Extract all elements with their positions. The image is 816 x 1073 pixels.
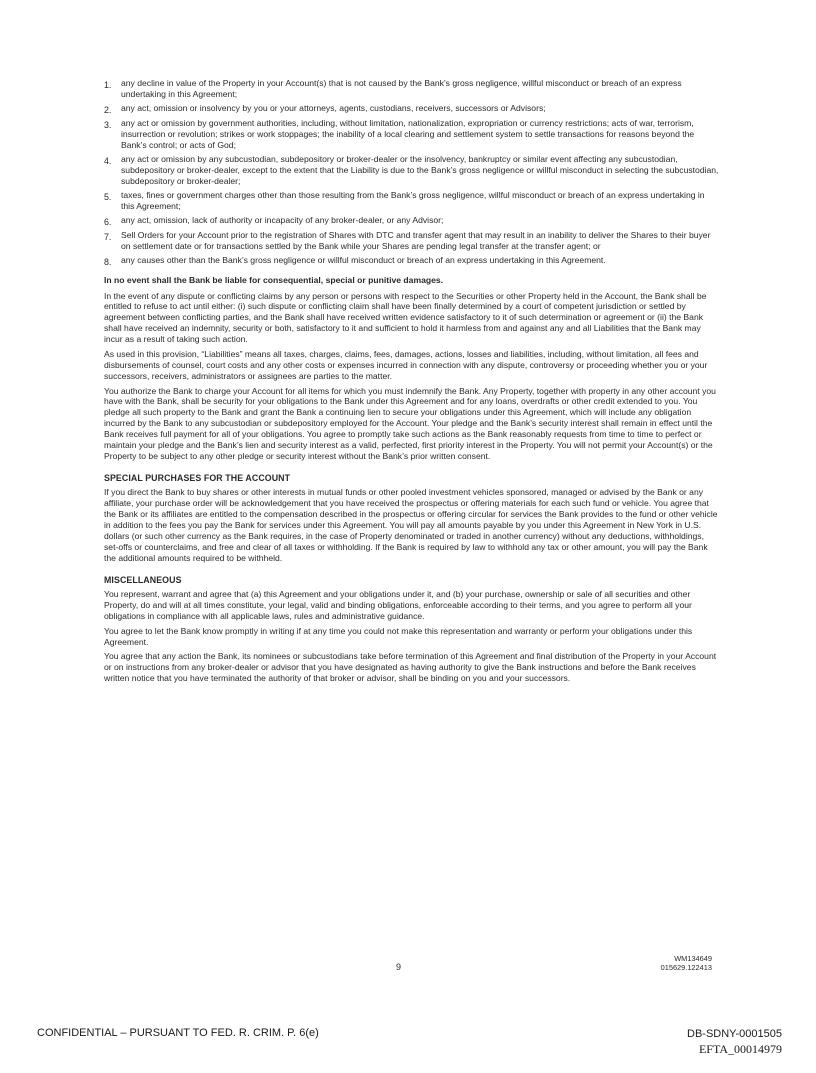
list-item-number: 1. (104, 80, 112, 90)
limitations-list (104, 78, 720, 266)
damages-disclaimer: In no event shall the Bank be liable for consequential, special or punitive damages. (104, 275, 444, 286)
confidentiality-notice: CONFIDENTIAL – PURSUANT TO FED. R. CRIM. P. 6(e) (37, 1027, 319, 1039)
list-item-text: any decline in value of the Property in your Account(s) that is not caused by the Bank’s gross negligence, willful misconduct or breach of an express undertaking in this Agreement; (121, 78, 682, 99)
list-item-text: any act, omission or insolvency by you or your attorneys, agents, custodians, receivers, successors or Advisors; (121, 103, 546, 114)
document-body (104, 78, 720, 688)
form-date: 015629.122413 (660, 963, 712, 972)
list-item-number: 7. (104, 231, 112, 242)
list-item-text: any act, omission, lack of authority or incapacity of any broker-dealer, or any Advisor; (121, 215, 444, 226)
notification-paragraph: You agree to let the Bank know promptly in writing if at any time you could not make this representation and warranty or perform your obligations under this Agreement. (104, 625, 693, 647)
list-item (104, 230, 720, 252)
list-item (104, 190, 720, 212)
list-item (104, 118, 720, 151)
list-item (104, 154, 720, 187)
form-reference (661, 954, 712, 972)
list-item (104, 215, 720, 226)
list-item-text: any act or omission by government authorities, including, without limitation, nationalization, expropriation or currency restrictions; acts of war, terrorism, insurrection or revolution; strikes or work stoppages; the inability of a local clearing and settlement system to settle transactions for reasons beyond the Bank’s control; or acts of God; (121, 117, 695, 150)
list-item (104, 103, 720, 114)
doc-id: DB-SDNY-0001505 (687, 1028, 782, 1040)
liabilities-definition-paragraph: As used in this provision, “Liabilities” means all taxes, charges, claims, fees, damages, actions, losses and liabilities, including, without limitation, all fees and disbursements of counsel, court costs and any other costs or expenses incurred in connection with any dispute, controversy or proceeding whether you or your successors, receivers, administrators or assignees are parties to the matter. (104, 348, 708, 381)
list-item-number: 8. (104, 257, 112, 268)
list-item-text: Sell Orders for your Account prior to the registration of Shares with DTC and transfer agent that may result in an inability to deliver the Shares to their buyer on settlement date or for transactions settled by the Bank while your Shares are pending legal transfer at the transfer agent; or (121, 229, 711, 251)
security-interest-paragraph: You authorize the Bank to charge your Account for all items for which you must indemnify the Bank. Any Property, together with property in any other account you have with the Bank, shall be security for your obligations to the Bank under this Agreement and for any loans, overdrafts or other credit extended to you. You pledge all such property to the Bank and grant the Bank a continuing lien to secure your obligations under this Agreement, which will include any obligation incurred by the Bank to any subcustodian or subdepository employed for the Account. Your pledge and the Bank’s security interest shall remain in effect until the Bank receives full payment for all of your obligations. You agree to promptly take such actions as the Bank reasonably requests from time to time to perfect or maintain your pledge and the Bank’s lien and security interest as a valid, perfected, first priority interest in the Property. You will not permit your Account(s) or the Property to be subject to any other pledge or security interest without the Bank’s prior written consent. (104, 385, 716, 461)
bates-stamp (687, 1027, 782, 1057)
special-purchases-heading: SPECIAL PURCHASES FOR THE ACCOUNT (104, 472, 291, 483)
efta-number: EFTA_00014979 (698, 1042, 782, 1056)
list-item-text: taxes, fines or government charges other than those resulting from the Bank’s gross negligence, willful misconduct or breach of an express undertaking in this Agreement; (121, 190, 705, 212)
list-item (104, 255, 720, 266)
special-purchases-paragraph: If you direct the Bank to buy shares or other interests in mutual funds or other pooled investment vehicles sponsored, managed or advised by the Bank or any affiliate, your purchase order will be acknowledgement that you have received the prospectus or offering materials for each such fund or vehicle. You agree that the Bank or its affiliates are entitled to the compensation described in the prospectus or offering circular for services the Bank provides to the fund or other vehicle in addition to the fees you pay the Bank for services under this Agreement. You will pay all amounts payable by you under this Agreement in New York in U.S. dollars (or such other currency as the Bank requires, in the case of Property denominated or traded in another currency) without any deductions, withholdings, set-offs or counterclaims, and free and clear of all taxes or withholding. If the Bank is required by law to withhold any tax or other amount, you will pay the Bank the additional amounts required to be withheld. (104, 487, 718, 563)
binding-actions-paragraph: You agree that any action the Bank, its nominees or subcustodians take before termination of this Agreement and final distribution of the Property in your Account or on instructions from any broker-dealer or advisor that you have designated as having authority to give the Bank instructions and before the Bank receives written notice that you have terminated the authority of that broker or advisor, shall be binding on you and your successors. (104, 651, 717, 684)
list-item-number: 3. (104, 119, 112, 130)
form-code: WM134649 (674, 954, 712, 963)
page-number: 9 (396, 962, 402, 972)
representation-paragraph: You represent, warrant and agree that (a) this Agreement and your obligations under it, and (b) your purchase, ownership or sale of all securities and other Property, do and will at all times constitute, your legal, valid and binding obligations, enforceable according to their terms, and you agree to perform all your obligations in compliance with all applicable laws, rules and administrative guidance. (104, 589, 692, 621)
list-item-number: 6. (104, 217, 112, 228)
dispute-paragraph: In the event of any dispute or conflicting claims by any person or persons with respect to the Securities or other Property held in the Account, the Bank shall be entitled to refuse to act until either: (i) such dispute or conflicting claim shall have been finally determined by a court of competent jurisdiction or settled by agreement between conflicting parties, and the Bank shall have received written evidence satisfactory to it of such determination or agreement or (ii) the Bank shall have received an indemnity, security or both, satisfactory to it and sufficient to hold it harmless from and against any and all Liabilities that the Bank may incur as a result of taking such action. (104, 290, 707, 345)
list-item-text: any causes other than the Bank’s gross negligence or willful misconduct or breach of an express undertaking in this Agreement. (121, 255, 606, 266)
list-item-number: 2. (104, 105, 112, 116)
list-item (104, 78, 720, 100)
miscellaneous-heading: MISCELLANEOUS (104, 574, 182, 585)
list-item-text: any act or omission by any subcustodian, subdepository or broker-dealer or the insolvency, bankruptcy or similar event affecting any subcustodian, subdepository or broker-dealer, except to the extent that the Liability is due to the Bank’s gross negligence or willful misconduct in selecting the subcustodian, subdepository or broker-dealer; (121, 153, 719, 186)
list-item-number: 5. (104, 192, 112, 203)
list-item-number: 4. (104, 155, 112, 166)
